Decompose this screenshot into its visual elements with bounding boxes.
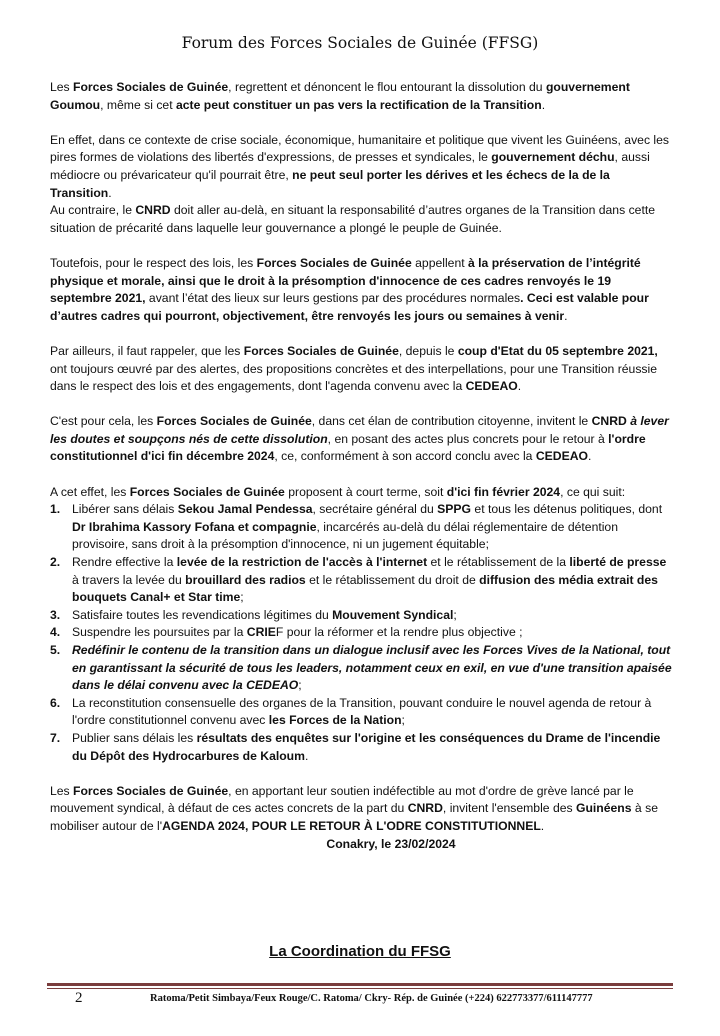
proposition-item — [50, 695, 672, 730]
bold-run: diffusion des média extrait des bouquets Canal+ et Star time — [72, 572, 658, 605]
paragraph-respect-des-lois: Toutefois, pour le respect des lois, les Forces Sociales de Guinée appellent à la préservation de l’intégrité physique et morale, ainsi que le droit à la présomption d'innocence de ces cadres renvoyés le 19 septembre 2021, avant l’état des lieux sur leurs gestions par des procédures normales. Ceci est valable pour d’autres cadres qui pourront, objectivement, être renvoyés les jours ou semaines à venir. — [50, 255, 649, 323]
proposition-item — [50, 607, 672, 625]
bold-run: liberté de presse — [569, 555, 667, 570]
proposition-number: 5. — [50, 643, 61, 657]
proposition-item — [50, 554, 672, 607]
bold-run: . Ceci est valable pour d’autres cadres qui pourront, objectivement, être renvoyés les jours ou semaines à venir — [50, 291, 649, 323]
bold-run: gouvernement déchu — [491, 150, 615, 165]
proposition-number: 4. — [50, 625, 61, 640]
bold-run: gouvernement Goumou — [50, 80, 630, 112]
proposition-text: Rendre effective la levée de la restriction de l'accès à l'internet et le rétablissement de la liberté de presse à travers la levée du brouillard des radios et le rétablissement du droit de diffusion des média extrait des bouquets Canal+ et Star time; — [72, 555, 667, 605]
proposition-item — [50, 730, 672, 765]
footer-address: Ratoma/Petit Simbaya/Feux Rouge/C. Ratoma/ Ckry- Rép. de Guinée (+224) 622773377/611147777 — [150, 993, 593, 1004]
bold-run: les Forces de la Nation — [268, 713, 402, 728]
proposition-item — [50, 642, 672, 695]
bold-run: résultats des enquêtes sur l'origine et les conséquences du Drame de l'incendie du Dépôt des Hydrocarbures de Kaloum — [72, 730, 661, 763]
bold-run: CNRD — [407, 801, 443, 816]
paragraph-propositions-intro: A cet effet, les Forces Sociales de Guinée proposent à court terme, soit d'ici fin février 2024, ce qui suit: — [50, 484, 626, 499]
paragraph-context: En effet, dans ce contexte de crise sociale, économique, humanitaire et politique que vivent les Guinéens, avec les pires formes de violations des libertés d'expressions, de presses et syndicales, le gouvernement déchu, aussi médiocre ou prévaricateur qu'il pourrait être, ne peut seul porter les dérives et les échecs de la de la Transition. — [50, 132, 669, 200]
document-header-title: Forum des Forces Sociales de Guinée (FFSG) — [181, 34, 539, 52]
proposition-text: Redéfinir le contenu de la transition dans un dialogue inclusif avec les Forces Vives de la National, tout en garantissant la sécurité de tous les leaders, notamment ceux en exil, en vue d'une transition apaisée dans le délai convenu avec la CEDEAO; — [72, 643, 672, 693]
bold-run: à la préservation de l’intégrité physique et morale, ainsi que le droit à la présomption d'innocence de ces cadres renvoyés le 19 septembre 2021, — [50, 255, 641, 306]
bold-run: ne peut seul porter les dérives et les échecs de la de la Transition — [50, 167, 610, 200]
page-number: 2 — [75, 990, 83, 1006]
proposition-number: 6. — [50, 695, 61, 710]
bold-run: CRIE — [246, 625, 276, 640]
bold-run: l'ordre constitutionnel d'ici fin décembre 2024 — [50, 431, 646, 464]
proposition-item — [50, 501, 672, 554]
bold-run: brouillard des radios — [185, 572, 306, 587]
bold-run: Sekou Jamal Pendessa — [177, 502, 313, 517]
proposition-item — [50, 624, 672, 642]
bold-run: Forces Sociales de Guinée — [256, 255, 412, 270]
bold-run: d'ici fin février 2024 — [446, 484, 561, 499]
paragraph-intro: Les Forces Sociales de Guinée, regrettent et dénoncent le flou entourant la dissolution du gouvernement Goumou, même si cet acte peut constituer un pas vers la rectification de la Transition. — [50, 80, 630, 112]
proposition-text: Suspendre les poursuites par la CRIEF pour la réformer et la rendre plus objective ; — [72, 625, 523, 640]
paragraph-cnrd: Au contraire, le CNRD doit aller au-delà, en situant la responsabilité d’autres organes de la Transition dans cette situation de précarité dans laquelle leur gouvernance a plongé le peuple de Guinée. — [50, 203, 655, 235]
proposition-number: 1. — [50, 502, 61, 517]
proposition-number: 3. — [50, 607, 61, 622]
bold-run: Forces Sociales de Guinée — [73, 783, 229, 798]
bold-run: Forces Sociales de Guinée — [129, 484, 285, 499]
proposition-number: 2. — [50, 555, 61, 570]
bold-run: AGENDA 2024, POUR LE RETOUR À L'ODRE CONSTITUTIONNEL — [162, 818, 541, 833]
proposition-text: La reconstitution consensuelle des organes de la Transition, pouvant conduire le nouvel agenda de retour à l'ordre constitutionnel convenu avec les Forces de la Nation; — [72, 695, 652, 728]
bold-run: levée de la restriction de l'accès à l'internet — [176, 555, 428, 570]
bold-run: à lever les doutes et soupçons nés de cette dissolution — [50, 414, 669, 446]
bold-run: Forces Sociales de Guinée — [73, 80, 229, 94]
footer-rule-thick — [47, 983, 673, 986]
document-body — [50, 79, 672, 853]
footer-rule-thin — [47, 988, 673, 989]
paragraph-conclusion: Les Forces Sociales de Guinée, en apportant leur soutien indéfectible au mot d'ordre de grève lancé par le mouvement syndical, à défaut de ces actes concrets de la part du CNRD, invitent l'ensemble des Guinéens à se mobiliser autour de l'AGENDA 2024, POUR LE RETOUR À L'ODRE CONSTITUTIONNEL. — [50, 783, 658, 833]
proposition-number: 7. — [50, 730, 61, 745]
paragraph-rappel: Par ailleurs, il faut rappeler, que les Forces Sociales de Guinée, depuis le coup d'Etat du 05 septembre 2021, ont toujours œuvré par des alertes, des propositions concrètes et des interpellations, pour une Transition réussie dans le respect des lois et des engagements, dont l'agenda convenu avec la CEDEAO. — [50, 343, 658, 394]
propositions-list — [50, 501, 672, 765]
bold-run: Guinéens — [576, 801, 632, 816]
bold-run: CEDEAO — [535, 449, 588, 464]
bold-run: Dr Ibrahima Kassory Fofana et compagnie — [72, 519, 317, 534]
proposition-text: Publier sans délais les résultats des enquêtes sur l'origine et les conséquences du Drame de l'incendie du Dépôt des Hydrocarbures de Kaloum. — [72, 730, 661, 763]
signature-coordination: La Coordination du FFSG — [269, 943, 451, 960]
bold-run: CEDEAO — [465, 379, 518, 394]
bold-run: coup d'Etat du 05 septembre 2021, — [457, 343, 658, 358]
bold-run: Forces Sociales de Guinée — [243, 343, 399, 358]
bold-run: Mouvement Syndical — [332, 607, 454, 622]
place-date: Conakry, le 23/02/2024 — [326, 836, 456, 851]
bold-run: acte peut constituer un pas vers la rectification de la Transition — [175, 97, 542, 112]
bold-run: Redéfinir le contenu de la transition dans un dialogue inclusif avec les Forces Vives de la National, tout en garantissant la sécurité de tous les leaders, notamment ceux en exil, en vue d'une transition apaisée dans le délai convenu avec la CEDEAO — [72, 643, 672, 693]
bold-run: Forces Sociales de Guinée — [156, 414, 312, 429]
proposition-text: Satisfaire toutes les revendications légitimes du Mouvement Syndical; — [72, 607, 457, 622]
bold-run: SPPG — [437, 502, 472, 517]
paragraph-invitation: C'est pour cela, les Forces Sociales de Guinée, dans cet élan de contribution citoyenne, invitent le CNRD à lever les doutes et soupçons nés de cette dissolution, en posant des actes plus concrets pour le retour à l'ordre constitutionnel d'ici fin décembre 2024, ce, conformément à son accord conclu avec la CEDEAO. — [50, 414, 669, 464]
proposition-text: Libérer sans délais Sekou Jamal Pendessa, secrétaire général du SPPG et tous les détenus politiques, dont Dr Ibrahima Kassory Fofana et compagnie, incarcérés au-delà du délai réglementaire de détention provisoire, sans droit à la présomption d'innocence, ni un jugement équitable; — [72, 502, 663, 552]
bold-run: CNRD — [591, 414, 627, 429]
bold-run: CNRD — [135, 203, 171, 218]
